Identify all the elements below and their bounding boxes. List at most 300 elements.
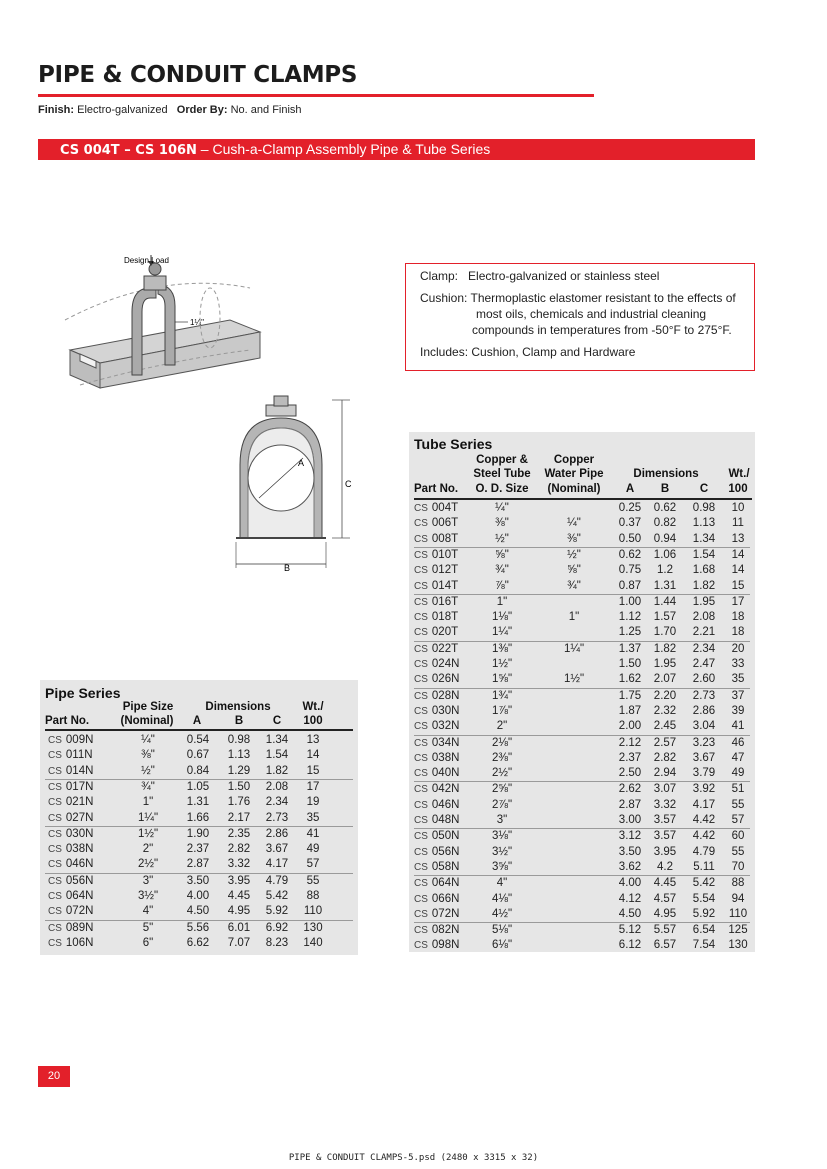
part-number-cell — [414, 610, 470, 625]
c-cell: 3.23 — [692, 736, 716, 749]
c-cell: 8.23 — [265, 936, 289, 949]
od-cell: 2½" — [491, 767, 513, 780]
cw-cell: 1" — [568, 611, 580, 624]
c-cell: 6.92 — [265, 921, 289, 934]
od-cell: 4½" — [491, 907, 513, 920]
wt-cell: 14 — [306, 749, 320, 762]
wt-cell: 125 — [728, 924, 748, 937]
part-number: 030N — [431, 704, 460, 717]
part-number: 056N — [65, 874, 94, 887]
table-row — [40, 780, 358, 795]
part-prefix: CS — [48, 797, 62, 809]
od-cell: 4⅛" — [491, 892, 513, 905]
wt-cell: 55 — [731, 845, 745, 858]
table-row — [409, 625, 755, 640]
a-cell: 0.87 — [618, 579, 642, 592]
part-number: 030N — [65, 827, 94, 840]
part-number-cell — [48, 795, 112, 810]
a-cell: 3.50 — [618, 845, 642, 858]
od-cell: 4" — [496, 877, 508, 890]
clamp-label: Clamp: — [420, 269, 459, 283]
c-cell: 1.54 — [265, 749, 289, 762]
steel-header-3: O. D. Size — [475, 483, 529, 495]
b-cell: 3.32 — [227, 858, 251, 871]
table-row — [409, 923, 755, 938]
wt-cell: 17 — [306, 780, 320, 793]
part-number-cell — [414, 579, 470, 594]
part-number-cell — [414, 672, 470, 687]
part-number-cell — [414, 689, 470, 704]
part-number: 009N — [65, 734, 94, 746]
part-number-cell — [414, 876, 470, 891]
c-cell: 2.86 — [265, 827, 289, 840]
b-cell: 3.07 — [653, 783, 677, 796]
table-row — [409, 516, 755, 531]
wt-cell: 17 — [731, 595, 745, 608]
cw-cell: ¾" — [567, 579, 581, 592]
a-cell: 2.37 — [186, 843, 210, 856]
part-prefix: CS — [414, 784, 428, 796]
od-cell: 1" — [496, 595, 508, 608]
dim-b-label: B — [284, 563, 291, 573]
part-number-cell — [414, 516, 470, 531]
wt-cell: 130 — [728, 939, 748, 952]
part-prefix: CS — [414, 768, 428, 780]
table-row — [409, 892, 755, 907]
part-number: 008T — [431, 532, 459, 545]
b-cell: 6.01 — [227, 921, 251, 934]
a-cell: 4.12 — [618, 892, 642, 905]
part-number-cell — [48, 780, 112, 795]
wt-cell: 41 — [306, 827, 320, 840]
table-row — [409, 595, 755, 610]
cushion-line3: compounds in temperatures from -50°F to 275°F. — [472, 323, 732, 337]
part-prefix: CS — [48, 812, 62, 824]
part-prefix: CS — [414, 674, 428, 686]
b-cell: 1.29 — [227, 764, 251, 777]
finish-value: Electro-galvanized — [77, 104, 168, 116]
wt-cell: 20 — [731, 642, 745, 655]
finish-line — [38, 104, 302, 116]
part-number-cell — [48, 889, 112, 904]
c-cell: 1.54 — [692, 548, 716, 561]
table-row — [40, 842, 358, 857]
cw-cell: ½" — [567, 548, 581, 561]
part-number: 022T — [431, 642, 459, 655]
part-number: 011N — [65, 749, 93, 762]
table-row — [40, 874, 358, 889]
part-prefix: CS — [414, 549, 428, 561]
part-number-cell — [48, 857, 112, 872]
b-cell: 3.95 — [653, 845, 677, 858]
part-number: 020T — [431, 626, 459, 639]
wt-cell: 15 — [731, 579, 745, 592]
part-number: 004T — [431, 502, 459, 514]
a-cell: 2.87 — [618, 798, 642, 811]
clamp-front-view — [236, 396, 350, 568]
part-prefix: CS — [414, 533, 428, 545]
c-cell: 4.17 — [265, 858, 289, 871]
size-cell: ¾" — [141, 780, 155, 793]
c-cell: 4.79 — [692, 845, 716, 858]
a-cell: 3.12 — [618, 830, 642, 843]
part-number-cell — [48, 921, 112, 936]
od-cell: 1⅜" — [491, 642, 513, 655]
part-number: 038N — [65, 843, 94, 856]
table-row — [409, 672, 755, 687]
table-row — [40, 811, 358, 826]
c-cell: 2.21 — [692, 626, 716, 639]
wt-cell: 60 — [731, 830, 745, 843]
part-number: 018T — [431, 611, 459, 624]
part-number: 089N — [65, 921, 94, 934]
size-cell: 3" — [142, 874, 154, 887]
b-cell: 1.76 — [227, 796, 251, 809]
table-row — [409, 798, 755, 813]
size-cell: ⅜" — [141, 749, 155, 762]
wt-cell: 51 — [731, 783, 745, 796]
wt-cell: 15 — [306, 764, 320, 777]
table-row — [409, 736, 755, 751]
banner-lead: CS 004T – CS 106N — [60, 143, 197, 158]
size-cell: 5" — [142, 921, 154, 934]
part-prefix: CS — [48, 750, 62, 762]
part-number-cell — [414, 704, 470, 719]
b-cell: 0.98 — [227, 734, 251, 746]
od-cell: 2⅞" — [491, 798, 513, 811]
table-row — [409, 548, 755, 563]
wt-cell: 49 — [306, 843, 320, 856]
cushion-label: Cushion: — [420, 291, 468, 305]
part-number: 066N — [431, 892, 460, 905]
od-cell: 2⅝" — [491, 783, 513, 796]
c-cell: 2.34 — [265, 796, 289, 809]
wt-cell: 94 — [731, 892, 745, 905]
part-number-cell — [48, 764, 112, 779]
part-number: 017N — [65, 780, 94, 793]
part-prefix: CS — [414, 831, 428, 843]
c-cell: 0.98 — [692, 502, 716, 514]
table-row — [409, 907, 755, 922]
c-cell: 2.73 — [265, 811, 289, 824]
b-cell: 4.57 — [653, 892, 677, 905]
c-cell: 4.42 — [692, 830, 716, 843]
cw-cell: ¼" — [567, 517, 581, 530]
part-number: 048N — [431, 814, 460, 826]
part-no-header: Part No. — [414, 483, 459, 495]
spec-box — [405, 263, 755, 371]
part-number: 106N — [65, 936, 94, 949]
part-prefix: CS — [414, 799, 428, 811]
b-cell: 1.50 — [227, 780, 251, 793]
wt-cell: 14 — [731, 548, 745, 561]
part-number: 014T — [431, 579, 459, 592]
od-cell: 1⅞" — [491, 704, 513, 717]
od-cell: ¼" — [495, 502, 509, 514]
part-prefix: CS — [414, 627, 428, 639]
file-footer: PIPE & CONDUIT CLAMPS-5.psd (2480 x 3315 x 32) — [288, 1153, 539, 1163]
wt-cell: 88 — [306, 890, 320, 902]
table-row — [409, 642, 755, 657]
part-number-cell — [48, 827, 112, 842]
pipe-series-table — [40, 680, 358, 955]
col-a-header: A — [192, 715, 202, 727]
a-cell: 0.37 — [618, 517, 642, 530]
c-cell: 5.92 — [265, 905, 289, 918]
b-cell: 1.57 — [653, 611, 677, 624]
part-number: 046N — [65, 858, 94, 871]
series-banner — [38, 139, 755, 160]
tube-series-table — [409, 432, 755, 952]
col-b-header: B — [234, 715, 244, 727]
wt-cell: 33 — [731, 658, 745, 670]
cushion-line2: most oils, chemicals and industrial cleaning — [476, 307, 707, 321]
a-cell: 0.75 — [618, 564, 642, 577]
part-prefix: CS — [48, 765, 62, 777]
size-cell: ½" — [141, 764, 155, 777]
part-number: 064N — [431, 877, 460, 890]
order-label: Order By: — [176, 104, 228, 116]
col-b-header: B — [660, 483, 670, 495]
part-prefix: CS — [414, 737, 428, 749]
part-number-cell — [48, 811, 112, 826]
od-cell: 3½" — [491, 845, 513, 858]
part-number: 050N — [431, 830, 460, 843]
part-number-cell — [414, 845, 470, 860]
c-cell: 3.04 — [692, 720, 716, 733]
part-number: 016T — [431, 595, 459, 608]
size-cell: 4" — [142, 905, 154, 918]
part-prefix: CS — [414, 612, 428, 624]
part-number-cell — [48, 936, 112, 951]
clamp-illustration — [60, 250, 390, 580]
cw-cell: ⅜" — [567, 532, 581, 545]
c-cell: 1.34 — [692, 532, 716, 545]
a-cell: 1.37 — [618, 642, 642, 655]
part-prefix: CS — [414, 643, 428, 655]
wt-cell: 18 — [731, 611, 745, 624]
c-cell: 2.34 — [692, 642, 716, 655]
c-cell: 2.86 — [692, 704, 716, 717]
a-cell: 2.12 — [618, 736, 642, 749]
cw-cell: 1¼" — [563, 642, 585, 655]
a-cell: 1.25 — [618, 626, 642, 639]
wt-cell: 88 — [731, 877, 745, 890]
wt-header-1: Wt./ — [302, 701, 324, 713]
wt-cell: 47 — [731, 751, 745, 764]
a-cell: 1.50 — [618, 658, 642, 670]
part-prefix: CS — [414, 503, 428, 514]
table-row — [409, 532, 755, 547]
a-cell: 0.50 — [618, 532, 642, 545]
c-cell: 3.67 — [692, 751, 716, 764]
a-cell: 1.87 — [618, 704, 642, 717]
size-cell: 3½" — [137, 890, 159, 902]
table-row — [40, 764, 358, 779]
wt-cell: 46 — [731, 736, 745, 749]
wt-cell: 10 — [731, 502, 745, 514]
a-cell: 0.54 — [186, 734, 210, 746]
b-cell: 2.57 — [653, 736, 677, 749]
b-cell: 2.82 — [653, 751, 677, 764]
width-label: 1¼" — [190, 318, 204, 327]
od-cell: 6⅛" — [491, 939, 513, 952]
od-cell: 1⅛" — [491, 611, 513, 624]
size-cell: 1¼" — [137, 811, 159, 824]
part-number-cell — [48, 842, 112, 857]
wt-header-2: 100 — [728, 483, 748, 495]
part-number: 082N — [431, 924, 460, 937]
a-cell: 0.84 — [186, 764, 210, 777]
c-cell: 3.92 — [692, 783, 716, 796]
b-cell: 2.32 — [653, 704, 677, 717]
table-row — [409, 563, 755, 578]
od-cell: 5⅛" — [491, 924, 513, 937]
part-number-cell — [414, 719, 470, 734]
table-row — [409, 766, 755, 781]
b-cell: 3.57 — [653, 830, 677, 843]
b-cell: 2.35 — [227, 827, 251, 840]
wt-cell: 140 — [303, 936, 323, 949]
part-number-cell — [414, 860, 470, 875]
part-number: 024N — [431, 658, 460, 670]
a-cell: 1.00 — [618, 595, 642, 608]
part-number: 027N — [65, 811, 94, 824]
table-row — [40, 748, 358, 763]
a-cell: 1.75 — [618, 689, 642, 702]
cw-cell: 1½" — [563, 673, 585, 686]
b-cell: 6.57 — [653, 939, 677, 952]
part-number-cell — [414, 798, 470, 813]
b-cell: 4.45 — [653, 877, 677, 890]
part-prefix: CS — [414, 925, 428, 937]
a-cell: 0.25 — [618, 502, 642, 514]
table-row — [409, 657, 755, 672]
size-cell: ¼" — [141, 734, 155, 746]
wt-cell: 41 — [731, 720, 745, 733]
part-number-cell — [414, 751, 470, 766]
b-cell: 1.95 — [653, 658, 677, 670]
table-row — [40, 733, 358, 748]
cushion-line1: Thermoplastic elastomer resistant to the effects of — [470, 291, 736, 305]
part-number: 034N — [431, 736, 460, 749]
wt-cell: 39 — [731, 704, 745, 717]
wt-cell: 13 — [731, 532, 745, 545]
b-cell: 0.62 — [653, 502, 677, 514]
c-cell: 5.54 — [692, 892, 716, 905]
includes-label: Includes: — [420, 345, 469, 359]
c-cell: 6.54 — [692, 924, 716, 937]
part-number: 046N — [431, 798, 460, 811]
c-cell: 1.34 — [265, 734, 289, 746]
a-cell: 4.50 — [186, 905, 210, 918]
a-cell: 2.62 — [618, 783, 642, 796]
b-cell: 1.31 — [653, 579, 677, 592]
a-cell: 1.31 — [186, 796, 210, 809]
part-number: 072N — [431, 907, 460, 920]
wt-cell: 49 — [731, 767, 745, 780]
a-cell: 3.62 — [618, 860, 642, 873]
a-cell: 3.00 — [618, 814, 642, 826]
col-c-header: C — [272, 715, 282, 727]
c-cell: 1.95 — [692, 595, 716, 608]
part-number-cell — [414, 766, 470, 781]
a-cell: 5.56 — [186, 921, 210, 934]
banner-rest: – Cush-a-Clamp Assembly Pipe & Tube Series — [196, 141, 491, 157]
dim-c-label: C — [345, 479, 352, 489]
part-number: 032N — [431, 720, 460, 733]
od-cell: ⅝" — [495, 548, 509, 561]
clamp-text: Electro-galvanized or stainless steel — [468, 269, 660, 283]
table-row — [409, 829, 755, 844]
wt-cell: 55 — [306, 874, 320, 887]
od-cell: ⅜" — [495, 517, 509, 530]
b-cell: 2.17 — [227, 811, 251, 824]
table-row — [409, 860, 755, 875]
c-cell: 2.47 — [692, 658, 716, 670]
wt-cell: 11 — [732, 517, 744, 530]
a-cell: 1.62 — [618, 673, 642, 686]
pipe-size-header-1: Pipe Size — [122, 701, 174, 713]
table-row — [40, 904, 358, 919]
table-row — [409, 751, 755, 766]
c-cell: 1.82 — [265, 764, 289, 777]
b-cell: 1.82 — [653, 642, 677, 655]
part-prefix: CS — [48, 844, 62, 856]
c-cell: 5.42 — [692, 877, 716, 890]
od-cell: ¾" — [495, 564, 509, 577]
c-cell: 3.67 — [265, 843, 289, 856]
part-prefix: CS — [48, 828, 62, 840]
od-cell: 1⅝" — [491, 673, 513, 686]
pipe-series-title: Pipe Series — [45, 685, 121, 701]
part-prefix: CS — [414, 878, 428, 890]
a-cell: 1.66 — [186, 811, 210, 824]
part-number: 038N — [431, 751, 460, 764]
part-prefix: CS — [48, 922, 62, 934]
part-prefix: CS — [48, 906, 62, 918]
c-cell: 3.79 — [692, 767, 716, 780]
wt-cell: 14 — [731, 564, 745, 577]
c-cell: 4.79 — [265, 874, 289, 887]
b-cell: 4.95 — [227, 905, 251, 918]
od-cell: 2⅛" — [491, 736, 513, 749]
pipe-size-header-2: (Nominal) — [120, 715, 174, 727]
part-prefix: CS — [48, 859, 62, 871]
part-prefix: CS — [414, 580, 428, 592]
b-cell: 2.07 — [653, 673, 677, 686]
b-cell: 2.20 — [653, 689, 677, 702]
a-cell: 5.12 — [618, 924, 642, 937]
wt-header-2: 100 — [303, 715, 323, 727]
part-number-cell — [414, 923, 470, 938]
part-number-cell — [414, 625, 470, 640]
a-cell: 1.90 — [186, 827, 210, 840]
part-number: 064N — [65, 890, 94, 902]
part-prefix: CS — [414, 846, 428, 858]
a-cell: 1.12 — [618, 611, 642, 624]
part-number-cell — [414, 829, 470, 844]
dimensions-header: Dimensions — [633, 468, 699, 480]
wt-cell: 19 — [306, 796, 320, 809]
c-cell: 1.13 — [692, 517, 716, 530]
part-number-cell — [48, 733, 112, 748]
part-number-cell — [414, 642, 470, 657]
part-number-cell — [414, 736, 470, 751]
includes-text: Cushion, Clamp and Hardware — [471, 345, 636, 359]
b-cell: 2.94 — [653, 767, 677, 780]
b-cell: 1.2 — [657, 564, 673, 577]
